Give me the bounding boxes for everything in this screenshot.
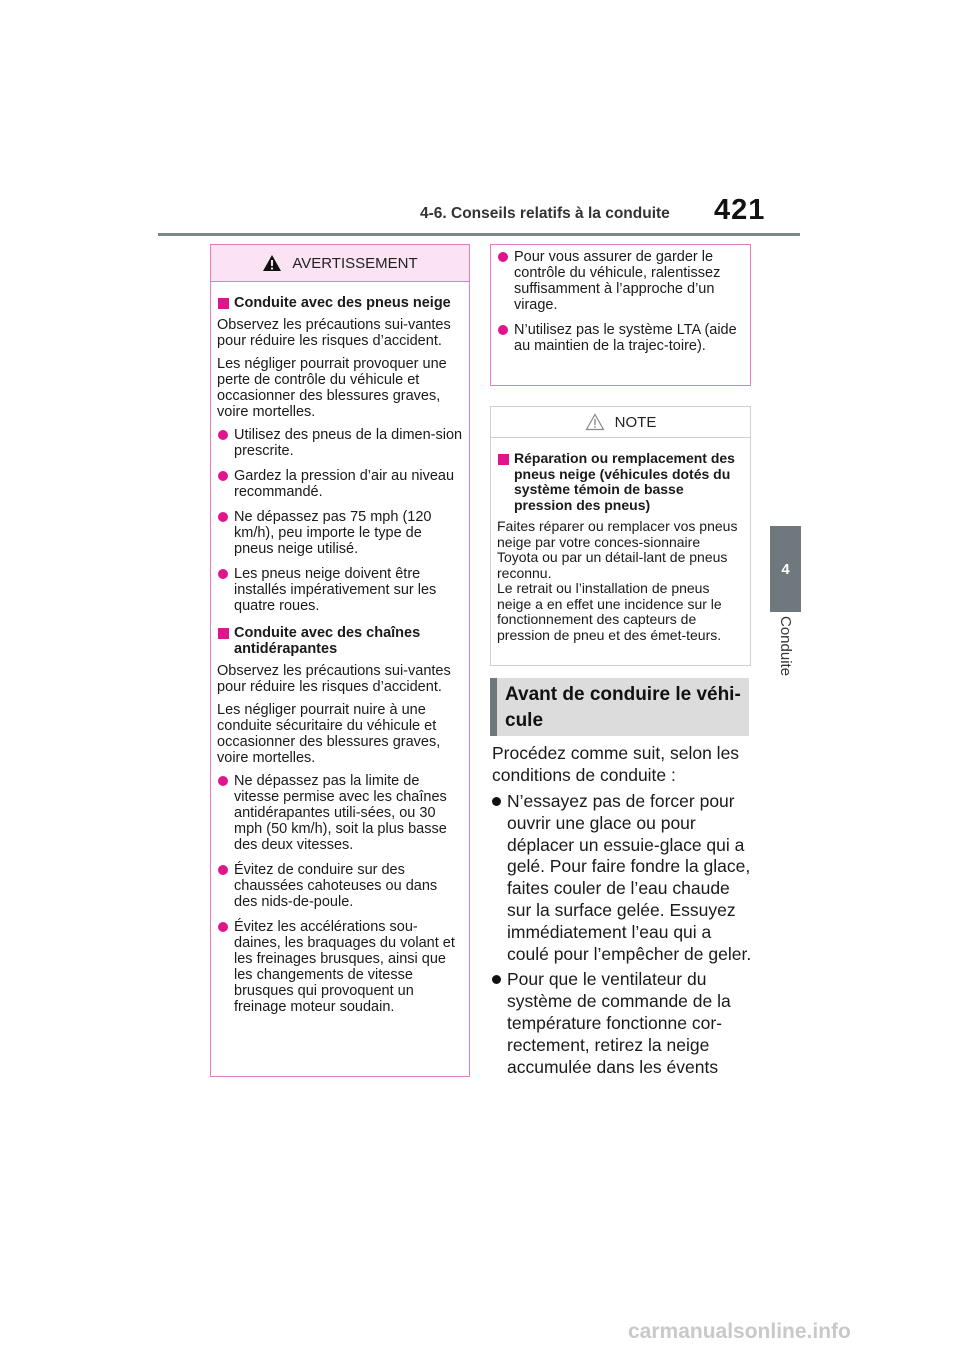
- section-bullet: Pour que le ventilateur du système de commande de la température fonctionne cor-rectement, retirez la neige accumulée dans les évents: [492, 969, 754, 1078]
- warning-paragraph: Les négliger pourrait provoquer une perte de contrôle du véhicule et occasionner des blessures graves, voire mortelles.: [217, 356, 447, 420]
- warning-paragraph: Observez les précautions sui-vantes pour réduire les risques d’accident.: [217, 317, 451, 349]
- warning-bullet: Gardez la pression d’air au niveau recommandé.: [217, 468, 463, 500]
- warning-header: [211, 245, 469, 282]
- note-box: [490, 406, 751, 666]
- warning-paragraph: Observez les précautions sui-vantes pour réduire les risques d’accident.: [217, 663, 451, 695]
- note-heading: NOTE: [614, 413, 657, 431]
- black-bullet-icon: [492, 797, 501, 806]
- circle-bullet-icon: [218, 865, 228, 875]
- warning-box: [210, 244, 470, 1077]
- chapter-tab-number: 4: [770, 526, 801, 612]
- note-subheading: Réparation ou remplacement des pneus neige (véhicules dotés du système témoin de basse pression des pneus): [497, 451, 744, 513]
- warning-heading: AVERTISSEMENT: [292, 254, 418, 272]
- header-title: 4-6. Conseils relatifs à la conduite: [420, 205, 670, 222]
- circle-bullet-icon: [218, 569, 228, 579]
- square-bullet-icon: [218, 298, 229, 309]
- warning-continued-box: [490, 244, 751, 386]
- header-rule: [158, 233, 800, 236]
- circle-bullet-icon: [218, 430, 228, 440]
- warning-bullet: Pour vous assurer de garder le contrôle du véhicule, ralentissez suffisamment à l’approche d’un virage.: [497, 249, 744, 313]
- circle-bullet-icon: [218, 922, 228, 932]
- warning-bullet: Évitez de conduire sur des chaussées cahoteuses ou dans des nids-de-poule.: [217, 862, 463, 910]
- warning-bullet: N’utilisez pas le système LTA (aide au maintien de la trajec-toire).: [497, 322, 744, 354]
- warning-bullet: Ne dépassez pas 75 mph (120 km/h), peu importe le type de pneus neige utilisé.: [217, 509, 463, 557]
- warning-subheading-chains: Conduite avec des chaînes antidérapantes: [217, 625, 463, 657]
- circle-bullet-icon: [218, 471, 228, 481]
- warning-bullet: Les pneus neige doivent être installés impérativement sur les quatre roues.: [217, 566, 463, 614]
- caution-icon: [585, 413, 605, 431]
- warning-paragraph: Les négliger pourrait nuire à une conduite sécuritaire du véhicule et occasionner des blessures graves, voire mortelles.: [217, 702, 441, 766]
- section-heading: Avant de conduire le véhi-cule: [490, 678, 749, 736]
- warning-bullet: Évitez les accélérations sou-daines, les braquages du volant et les freinages brusques, ainsi que les changements de vitesse brusques qui provoquent un freinage moteur soudain.: [217, 919, 463, 1015]
- note-paragraph: Le retrait ou l’installation de pneus neige a en effet une incidence sur le fonctionnement des capteurs de pression de pneu et des émet-teurs.: [497, 580, 722, 643]
- black-bullet-icon: [492, 975, 501, 984]
- section-bullet: N’essayez pas de forcer pour ouvrir une glace ou pour déplacer un essuie-glace qui a gelé. Pour faire fondre la glace, faites couler de l’eau chaude sur la surface gelée. Essuyez immédiatement l’eau qui a coulé pour l’empêcher de geler.: [492, 791, 754, 965]
- circle-bullet-icon: [218, 776, 228, 786]
- square-bullet-icon: [218, 628, 229, 639]
- note-header: [491, 407, 750, 438]
- warning-bullet: Utilisez des pneus de la dimen-sion prescrite.: [217, 427, 463, 459]
- warning-icon: [262, 254, 282, 272]
- chapter-tab-label: Conduite: [777, 616, 794, 677]
- warning-subheading-snow-tires: Conduite avec des pneus neige: [217, 295, 463, 311]
- warning-bullet: Ne dépassez pas la limite de vitesse permise avec les chaînes antidérapantes utili-sées, ou 30 mph (50 km/h), soit la plus basse des deux vitesses.: [217, 773, 463, 853]
- circle-bullet-icon: [498, 252, 508, 262]
- square-bullet-icon: [498, 454, 509, 465]
- circle-bullet-icon: [498, 325, 508, 335]
- section-bullet-list: [492, 791, 754, 1082]
- section-intro: Procédez comme suit, selon les conditions de conduite :: [492, 743, 740, 785]
- note-paragraph: Faites réparer ou remplacer vos pneus neige par votre conces-sionnaire Toyota ou par un détail-lant de pneus reconnu.: [497, 518, 738, 581]
- page-number: 421: [714, 194, 766, 226]
- watermark: carmanualsonline.info: [628, 1320, 851, 1343]
- circle-bullet-icon: [218, 512, 228, 522]
